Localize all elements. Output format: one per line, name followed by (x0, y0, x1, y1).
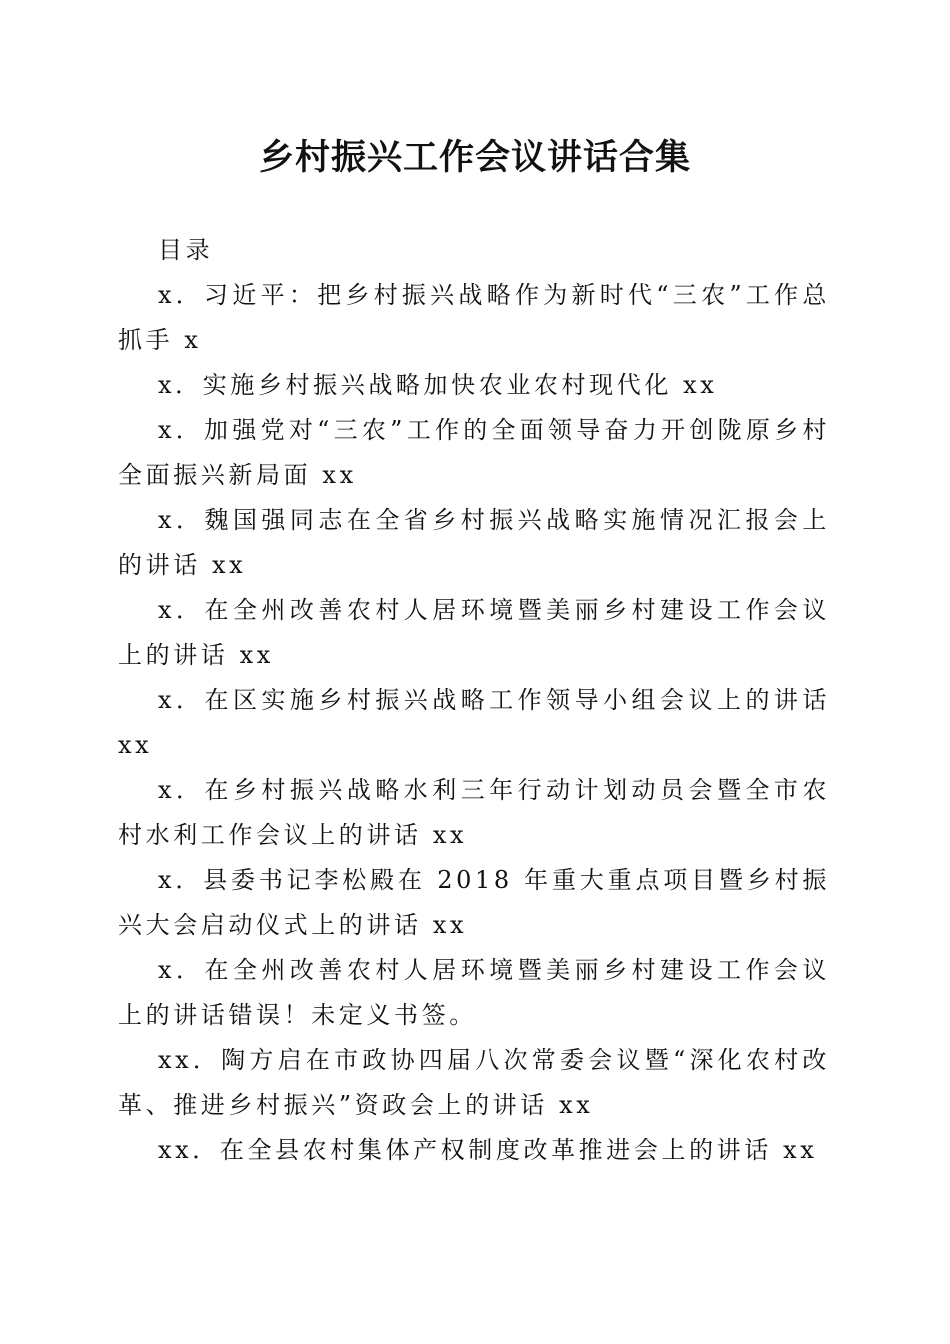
toc-entry[interactable]: x．县委书记李松殿在 2018 年重大重点项目暨乡村振兴大会启动仪式上的讲话 xx (118, 866, 830, 939)
table-of-contents (118, 228, 830, 1173)
toc-entry[interactable]: x．在区实施乡村振兴战略工作领导小组会议上的讲话 xx (118, 686, 830, 759)
toc-entry[interactable]: xx．在全县农村集体产权制度改革推进会上的讲话 xx (158, 1136, 818, 1164)
toc-entry[interactable]: x．加强党对“三农”工作的全面领导奋力开创陇原乡村全面振兴新局面 xx (118, 416, 830, 489)
toc-heading: 目录 (158, 236, 214, 264)
toc-entry[interactable]: x．在全州改善农村人居环境暨美丽乡村建设工作会议上的讲话错误！未定义书签。 (118, 956, 830, 1029)
toc-entry[interactable]: x．习近平：把乡村振兴战略作为新时代“三农”工作总抓手 x (118, 281, 830, 354)
toc-entry[interactable]: x．在全州改善农村人居环境暨美丽乡村建设工作会议上的讲话 xx (118, 596, 830, 669)
toc-entry[interactable]: x．在乡村振兴战略水利三年行动计划动员会暨全市农村水利工作会议上的讲话 xx (118, 776, 830, 849)
toc-entry[interactable]: x．魏国强同志在全省乡村振兴战略实施情况汇报会上的讲话 xx (118, 506, 830, 579)
document-title: 乡村振兴工作会议讲话合集 (258, 137, 691, 178)
toc-entry[interactable]: xx．陶方启在市政协四届八次常委会议暨“深化农村改革、推进乡村振兴”资政会上的讲话 xx (118, 1046, 830, 1119)
toc-entry[interactable]: x．实施乡村振兴战略加快农业农村现代化 xx (158, 371, 718, 399)
